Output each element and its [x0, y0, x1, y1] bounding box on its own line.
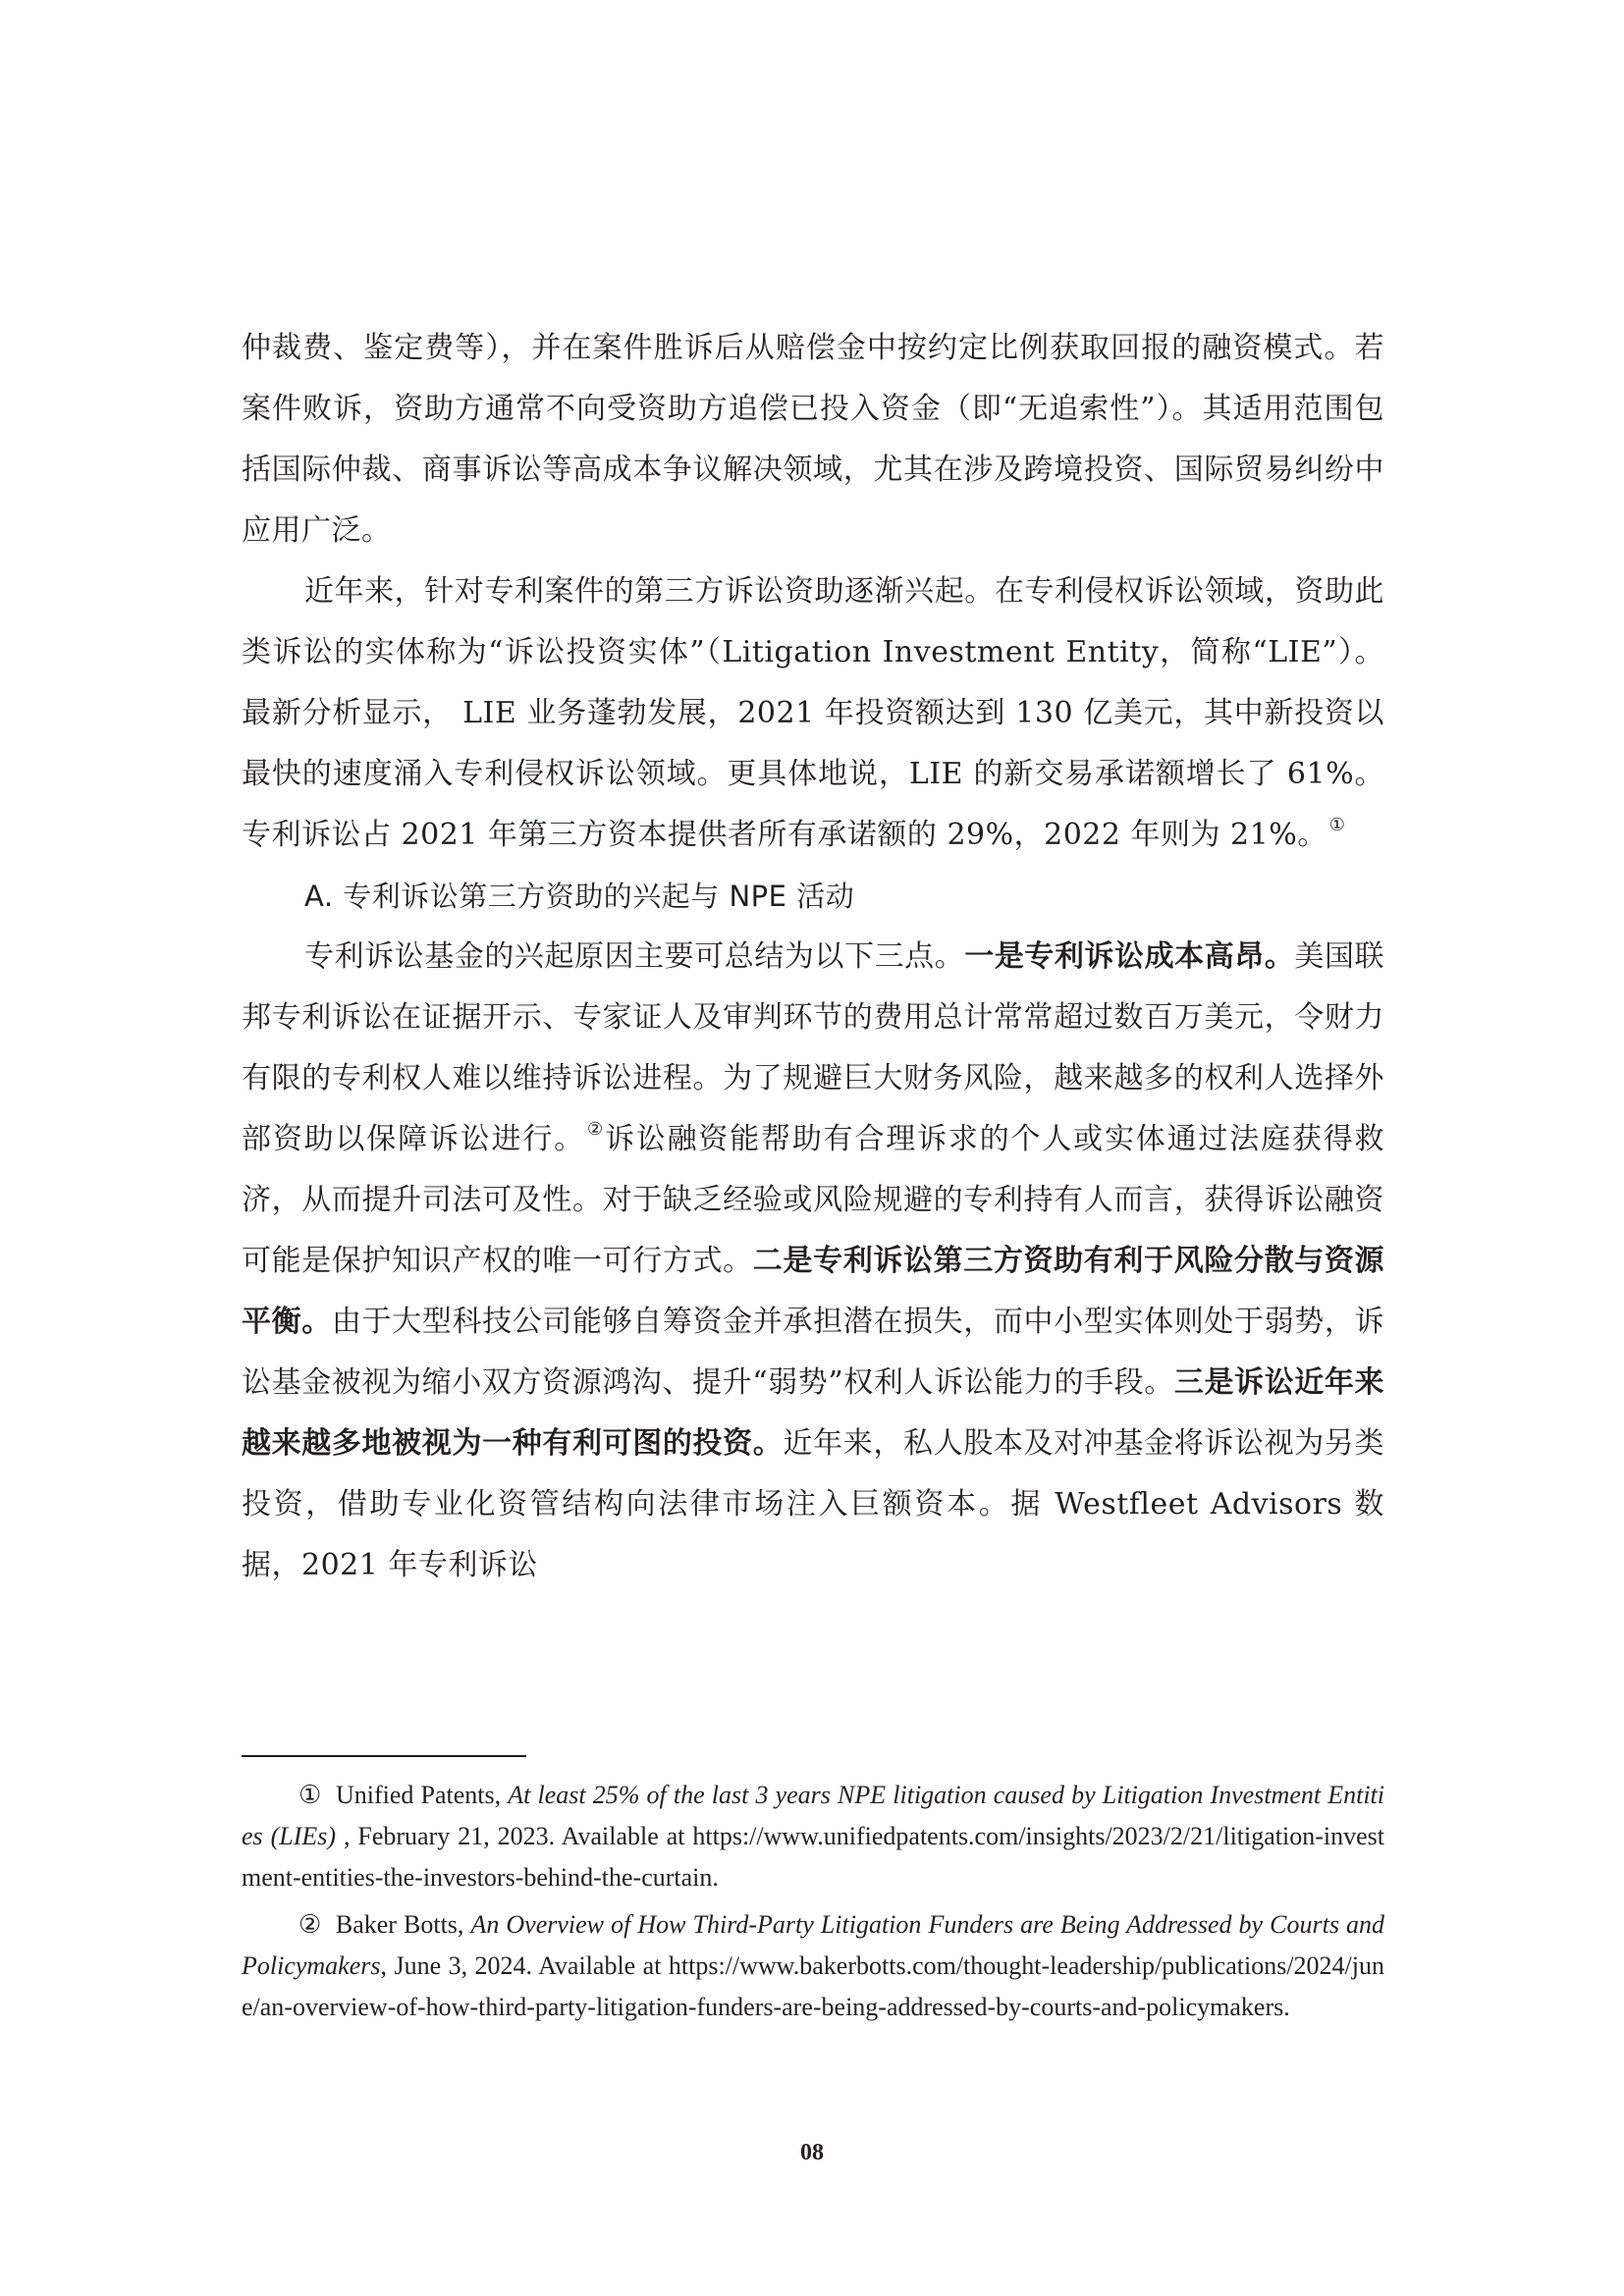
footnote-1: [242, 1775, 1384, 1898]
footnote-title: An Overview of How Third-Party Litigation Funders are Being Addressed by Courts and Policymakers: [242, 1910, 1384, 1980]
footnote-title: At least 25% of the last 3 years NPE litigation caused by Litigation Investment Entities (LIEs): [242, 1781, 1385, 1850]
paragraph-text: 美国联邦专利诉讼在证据开示、专家证人及审判环节的费用总计常常超过数百万美元，令财力有限的专利权人难以维持诉讼进程。为了规避巨大财务风险，越来越多的权利人选择外部资助以保障诉讼进行。: [242, 939, 1385, 1156]
footnote-ref-1[interactable]: ①: [1328, 815, 1346, 835]
footnote-number: ①: [298, 1781, 322, 1809]
footnote-source: , February 21, 2023. Available at https://www.unifiedpatents.com/insights/2023/2/21/litigation-investment-entities-the-investors-behind-the-curtain.: [242, 1822, 1384, 1892]
footnote-2: [242, 1904, 1384, 2028]
bold-point-one: 一是专利诉讼成本高昂。: [964, 939, 1295, 974]
footnote-divider: [242, 1755, 526, 1757]
paragraph-text: 由于大型科技公司能够自筹资金并承担潜在损失，而中小型实体则处于弱势，诉讼基金被视为缩小双方资源鸿沟、提升“弱势”权利人诉讼能力的手段。: [242, 1305, 1384, 1400]
paragraph-text: 仲裁费、鉴定费等），并在案件胜诉后从赔偿金中按约定比例获取回报的融资模式。若案件败诉，资助方通常不向受资助方追偿已投入资金（即“无追索性”）。其适用范围包括国际仲裁、商事诉讼等高成本争议解决领域，尤其在涉及跨境投资、国际贸易纠纷中应用广泛。: [242, 331, 1384, 548]
paragraph-reasons: [242, 927, 1384, 1596]
paragraph-text: 诉讼融资能帮助有合理诉求的个人或实体通过法庭获得救济，从而提升司法可及性。对于缺乏经验或风险规避的专利持有人而言，获得诉讼融资可能是保护知识产权的唯一可行方式。: [242, 1122, 1385, 1278]
paragraph-text: 近年来，针对专利案件的第三方诉讼资助逐渐兴起。在专利侵权诉讼领域，资助此类诉讼的实体称为“诉讼投资实体”（Litigation Investment Entity，简称“LIE”）。最新分析显示， LIE 业务蓬勃发展，2021 年投资额达到 130 亿美元，其中新投资以最快的速度涌入专利侵权诉讼领域。更具体地说，LIE 的新交易承诺额增长了 61%。专利诉讼占 2021 年第三方资本提供者所有承诺额的 29%，2022 年则为 21%。: [242, 574, 1384, 852]
paragraph-text: 近年来，私人股本及对冲基金将诉讼视为另类投资，借助专业化资管结构向法律市场注入巨额资本。据 Westfleet Advisors 数据，2021 年专利诉讼: [242, 1426, 1385, 1582]
section-heading: A. 专利诉讼第三方资助的兴起与 NPE 活动: [304, 880, 855, 913]
page-number: 08: [800, 2140, 824, 2165]
footnotes: [242, 1775, 1384, 2034]
bold-point-two: 二是专利诉讼第三方资助有利于风险分散与资源平衡。: [242, 1244, 1384, 1339]
paragraph-lie-overview: [242, 561, 1384, 866]
paragraph-continuation: [242, 318, 1384, 561]
footnote-author: Baker Botts,: [335, 1910, 471, 1939]
footnote-source: , June 3, 2024. Available at https://www.bakerbotts.com/thought-leadership/publications/2024/june/an-overview-of-how-third-party-litigation-funders-are-being-addressed-by-courts-and-policymakers.: [242, 1951, 1384, 2021]
footnote-ref-2[interactable]: ②: [586, 1119, 605, 1140]
page-body: [242, 318, 1384, 1596]
footnote-number: ②: [298, 1910, 322, 1939]
bold-point-three: 三是诉讼近年来越来越多地被视为一种有利可图的投资。: [242, 1365, 1384, 1461]
paragraph-text: 专利诉讼基金的兴起原因主要可总结为以下三点。: [304, 939, 965, 974]
footnote-author: Unified Patents,: [335, 1781, 509, 1809]
